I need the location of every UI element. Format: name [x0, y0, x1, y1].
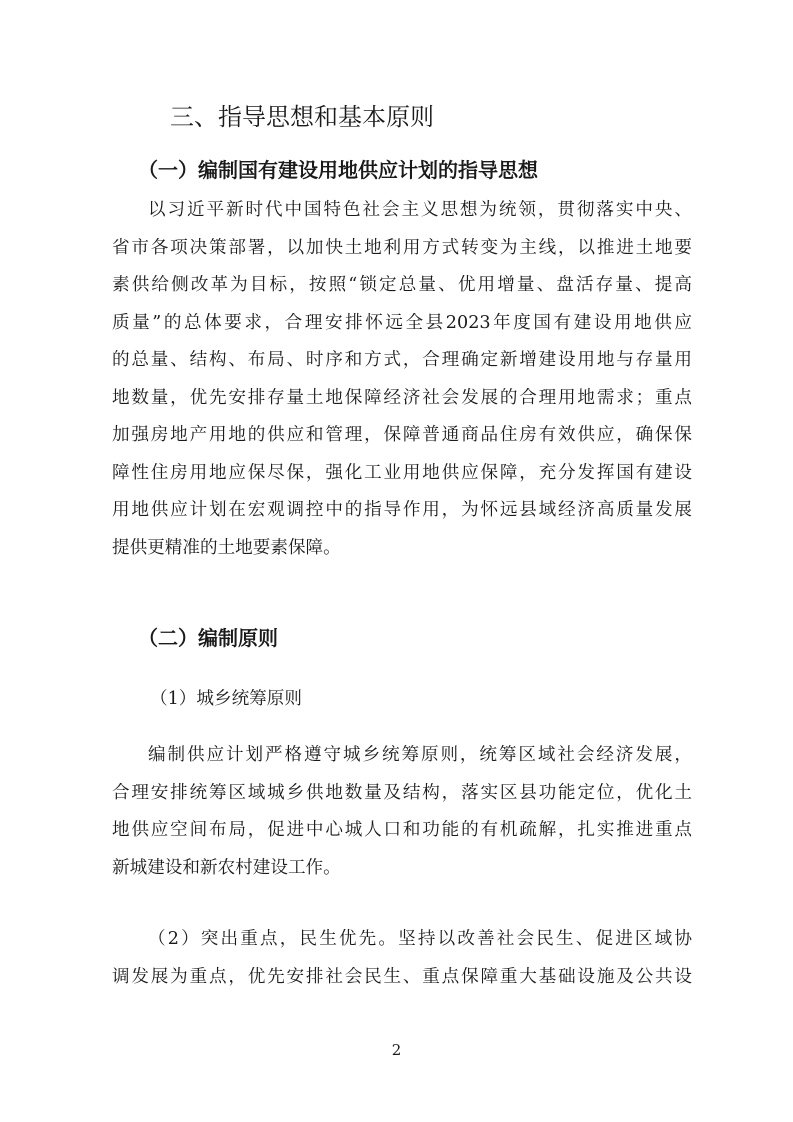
principle-1-paragraph: [112, 737, 692, 887]
paragraph-line: 新城建设和新农村建设工作。: [112, 857, 341, 878]
section-title: 三、指导思想和基本原则: [170, 103, 434, 131]
paragraph-line: 地供应空间布局，促进中心城人口和功能的有机疏解，扎实推进重点: [112, 820, 692, 840]
paragraph-line: 省市各项决策部署，以加快土地利用方式转变为主线，以推进土地要: [112, 237, 692, 258]
paragraph-line: 加强房地产用地的供应和管理，保障普通商品住房有效供应，确保保: [112, 425, 692, 445]
paragraph-line: 调发展为重点，优先安排社会民生、重点保障重大基础设施及公共设: [112, 966, 692, 987]
guiding-ideology-paragraph: [112, 192, 692, 567]
paragraph-line: 地数量，优先安排存量土地保障经济社会发展的合理用地需求；重点: [112, 387, 692, 408]
paragraph-line: 编制供应计划严格遵守城乡统筹原则，统筹区域社会经济发展，: [148, 745, 692, 765]
paragraph-line: 质量”的总体要求，合理安排怀远全县2023年度国有建设用地供应: [112, 312, 692, 333]
paragraph-line: 用地供应计划在宏观调控中的指导作用，为怀远县域经济高质量发展: [112, 500, 692, 520]
guiding-ideology-heading: （一）编制国有建设用地供应计划的指导思想: [138, 158, 538, 182]
paragraph-line: 提供更精准的土地要素保障。: [112, 537, 341, 558]
paragraph-line: 合理安排统筹区域城乡供地数量及结构，落实区县功能定位，优化土: [112, 782, 692, 803]
paragraph-line: 素供给侧改革为目标，按照“锁定总量、优用增量、盘活存量、提高: [112, 275, 692, 295]
paragraph-line: 障性住房用地应保尽保，强化工业用地供应保障，充分发挥国有建设: [112, 462, 692, 483]
paragraph-line: （2）突出重点，民生优先。坚持以改善社会民生、促进区域协: [148, 929, 692, 949]
principles-heading: （二）编制原则: [138, 626, 278, 650]
principle-1-title: （1）城乡统筹原则: [150, 689, 302, 709]
principle-2-paragraph: [112, 921, 692, 996]
paragraph-line: 的总量、结构、布局、时序和方式，合理确定新增建设用地与存量用: [112, 350, 692, 370]
page-number: 2: [391, 1041, 402, 1059]
paragraph-line: 以习近平新时代中国特色社会主义思想为统领，贯彻落实中央、: [148, 200, 692, 220]
